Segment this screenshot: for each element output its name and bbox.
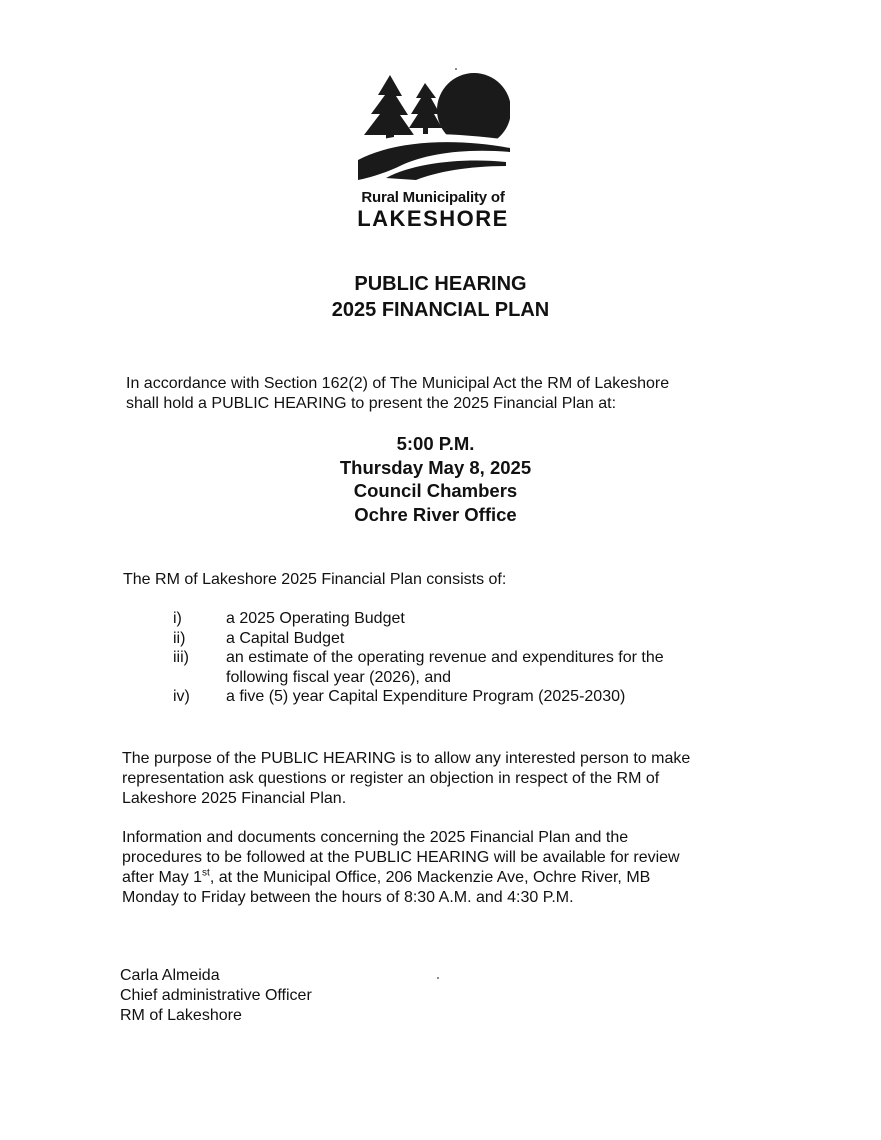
info-line: procedures to be followed at the PUBLIC HEARING will be available for review: [122, 849, 680, 866]
list-item: [173, 687, 726, 707]
event-date: Thursday May 8, 2025: [339, 456, 532, 478]
event-office: Ochre River Office: [354, 503, 517, 525]
event-location: Council Chambers: [353, 480, 518, 501]
list-item-number: iii): [173, 649, 189, 666]
logo-subtitle: Rural Municipality of: [361, 189, 505, 206]
trees-sun-hills-logo: [356, 70, 510, 185]
list-item-text: a 2025 Operating Budget: [226, 610, 405, 627]
page-title: PUBLIC HEARING: [354, 273, 527, 295]
purpose-line: The purpose of the PUBLIC HEARING is to allow any interested person to make: [122, 750, 691, 767]
plan-list: [173, 609, 726, 707]
signatory-name: Carla Almeida: [120, 967, 220, 984]
municipality-logo: [352, 70, 514, 232]
intro-line: shall hold a PUBLIC HEARING to present the 2025 Financial Plan at:: [126, 395, 617, 412]
information-paragraph: [122, 828, 680, 908]
list-item: [173, 609, 726, 629]
info-line: Information and documents concerning the 2025 Financial Plan and the: [122, 829, 629, 846]
logo-title: LAKESHORE: [357, 206, 509, 231]
list-item-text: an estimate of the operating revenue and expenditures for the: [226, 649, 664, 666]
list-item-number: iv): [173, 688, 190, 705]
list-item: [173, 648, 726, 687]
signatory-organization: RM of Lakeshore: [120, 1007, 242, 1024]
list-item-number: i): [173, 610, 182, 627]
purpose-line: Lakeshore 2025 Financial Plan.: [122, 790, 347, 807]
plan-heading: The RM of Lakeshore 2025 Financial Plan consists of:: [123, 571, 507, 588]
intro-paragraph: [126, 374, 669, 414]
event-time: 5:00 P.M.: [396, 433, 475, 454]
list-item: [173, 629, 726, 649]
signature-block: [120, 966, 312, 1026]
info-line: Monday to Friday between the hours of 8:30 A.M. and 4:30 P.M.: [122, 889, 574, 906]
event-details: [0, 432, 871, 526]
scan-speck: [437, 977, 439, 979]
list-item-text: a five (5) year Capital Expenditure Program (2025-2030): [226, 688, 626, 705]
purpose-line: representation ask questions or register an objection in respect of the RM of: [122, 770, 660, 787]
intro-line: In accordance with Section 162(2) of The Municipal Act the RM of Lakeshore: [126, 375, 670, 392]
signatory-role: Chief administrative Officer: [120, 987, 312, 1004]
page-subtitle: 2025 FINANCIAL PLAN: [331, 299, 550, 321]
scan-speck: [455, 68, 457, 70]
info-line: after May 1st, at the Municipal Office, 206 Mackenzie Ave, Ochre River, MB: [122, 867, 651, 886]
purpose-paragraph: [122, 749, 690, 809]
list-item-text: a Capital Budget: [226, 629, 345, 647]
list-item-number: ii): [173, 629, 186, 647]
list-item-text-continued: following fiscal year (2026), and: [226, 668, 452, 686]
